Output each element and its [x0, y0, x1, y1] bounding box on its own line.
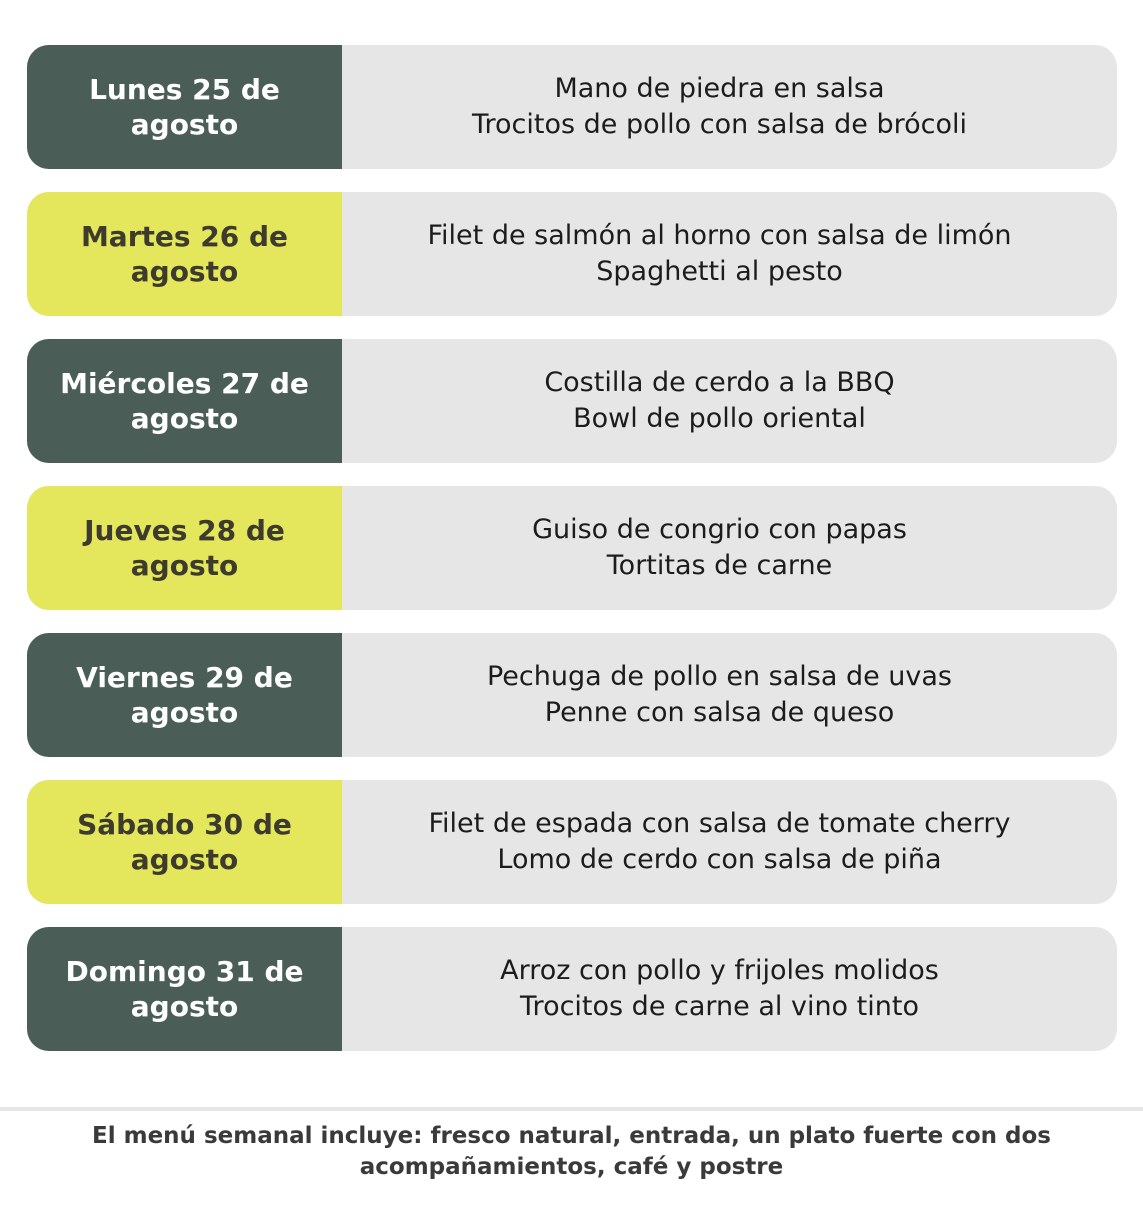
day-label-line2: agosto [130, 402, 239, 435]
footer-divider [0, 1107, 1143, 1111]
menu-day-row [27, 192, 1117, 316]
dish-item: Lomo de cerdo con salsa de piña [497, 844, 942, 875]
day-label-line1: Martes 26 de [80, 220, 289, 253]
dish-item: Pechuga de pollo en salsa de uvas [486, 661, 952, 692]
dish-list [342, 339, 1117, 463]
day-label [27, 780, 342, 904]
footer-note [60, 1121, 1083, 1183]
footer-note-line2: acompañamientos, café y postre [359, 1154, 784, 1180]
menu-day-row [27, 486, 1117, 610]
dish-list [342, 486, 1117, 610]
menu-day-row [27, 339, 1117, 463]
day-label [27, 339, 342, 463]
weekly-menu-list [27, 45, 1117, 1074]
day-label [27, 192, 342, 316]
day-label-line2: agosto [130, 843, 239, 876]
day-label-line1: Jueves 28 de [84, 514, 285, 547]
dish-item: Trocitos de carne al vino tinto [520, 991, 919, 1022]
day-label-line2: agosto [130, 549, 239, 582]
day-label-line1: Miércoles 27 de [60, 367, 309, 400]
dish-item: Penne con salsa de queso [544, 697, 895, 728]
day-label-line2: agosto [130, 255, 239, 288]
dish-item: Bowl de pollo oriental [573, 403, 866, 434]
day-label-line1: Sábado 30 de [77, 808, 292, 841]
day-label-line2: agosto [130, 696, 239, 729]
dish-item: Filet de salmón al horno con salsa de limón [427, 220, 1012, 251]
dish-item: Mano de piedra en salsa [554, 73, 885, 104]
dish-item: Trocitos de pollo con salsa de brócoli [472, 109, 967, 140]
footer-note-line1: El menú semanal incluye: fresco natural, entrada, un plato fuerte con dos [92, 1123, 1051, 1149]
dish-list [342, 927, 1117, 1051]
day-label-line1: Viernes 29 de [76, 661, 293, 694]
menu-day-row [27, 780, 1117, 904]
dish-list [342, 633, 1117, 757]
dish-list [342, 780, 1117, 904]
dish-item: Spaghetti al pesto [596, 256, 843, 287]
dish-item: Tortitas de carne [606, 550, 833, 581]
day-label [27, 927, 342, 1051]
day-label [27, 633, 342, 757]
dish-list [342, 45, 1117, 169]
dish-item: Guiso de congrio con papas [532, 514, 907, 545]
menu-day-row [27, 633, 1117, 757]
dish-item: Filet de espada con salsa de tomate cherry [428, 808, 1011, 839]
day-label [27, 486, 342, 610]
day-label-line2: agosto [130, 990, 239, 1023]
dish-list [342, 192, 1117, 316]
day-label [27, 45, 342, 169]
dish-item: Arroz con pollo y frijoles molidos [500, 955, 939, 986]
dish-item: Costilla de cerdo a la BBQ [544, 367, 895, 398]
menu-day-row [27, 45, 1117, 169]
day-label-line1: Domingo 31 de [65, 955, 304, 988]
day-label-line2: agosto [130, 108, 239, 141]
menu-day-row [27, 927, 1117, 1051]
day-label-line1: Lunes 25 de [89, 73, 280, 106]
